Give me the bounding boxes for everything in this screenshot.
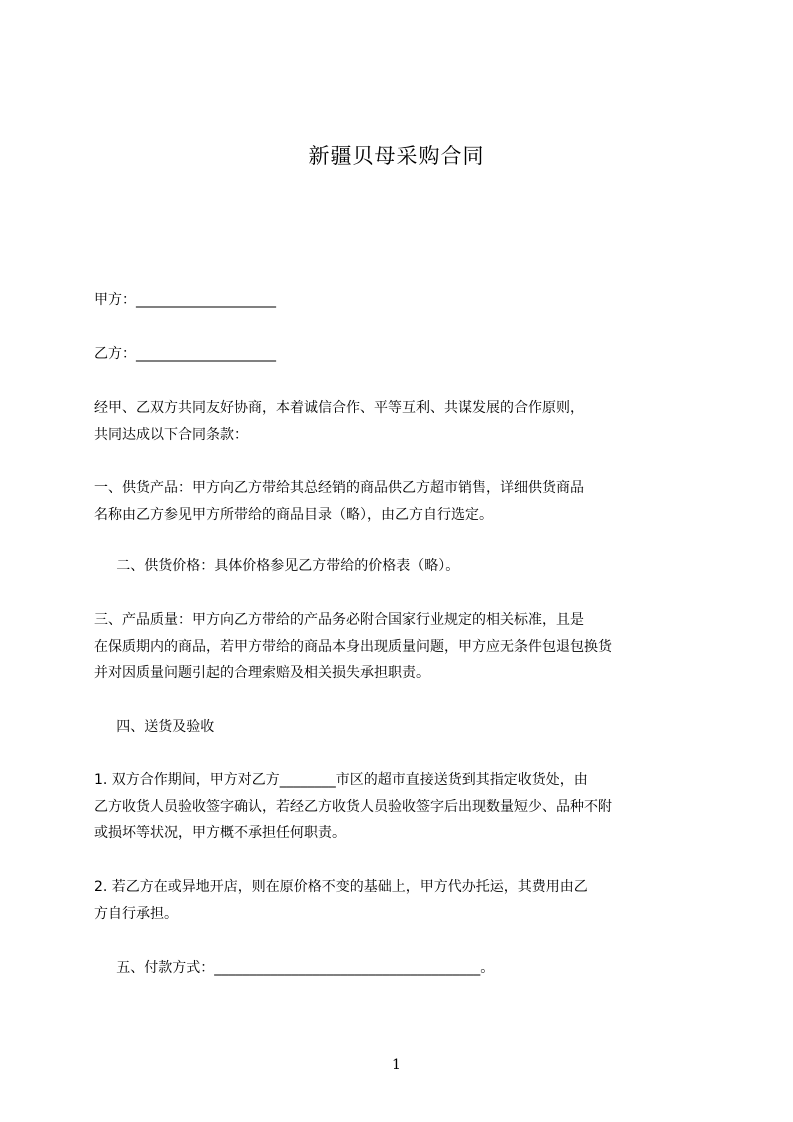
clause-2-paragraph: 二、供货价格：具体价格参见乙方带给的价格表（略）。 — [94, 558, 460, 574]
party-b-line: 乙方：____________________ — [94, 346, 276, 362]
clause-1-line-1: 一、供货产品：甲方向乙方带给其总经销的商品供乙方超市销售，详细供货商品 — [94, 480, 584, 496]
clause-4-item-1-line-3: 或损坏等状况，甲方概不承担任何职责。 — [94, 825, 346, 841]
intro-line-2: 共同达成以下合同条款： — [94, 426, 248, 443]
clause-4-item-2-line-2: 方自行承担。 — [94, 905, 178, 922]
document-title: 新疆贝母采购合同 — [308, 144, 485, 168]
clause-5-paragraph: 五、付款方式：______________________________________。 — [94, 960, 495, 976]
clause-4-item-2 — [94, 874, 701, 927]
intro-line-1: 经甲、乙双方共同友好协商，本着诚信合作、平等互利、共谋发展的合作原则， — [94, 400, 584, 416]
clause-1-line-2: 名称由乙方参见甲方所带给的商品目录（略），由乙方自行选定。 — [94, 506, 493, 523]
clause-3-line-2: 在保质期内的商品，若甲方带给的商品本身出现质量问题，甲方应无条件包退包换货 — [94, 638, 612, 655]
intro-paragraph — [94, 395, 701, 448]
clause-4-item-2-line-1: 2. 若乙方在或异地开店，则在原价格不变的基础上，甲方代办托运，其费用由乙 — [94, 879, 588, 895]
clause-4-item-1 — [94, 767, 701, 847]
clause-3-paragraph — [94, 607, 701, 687]
clause-1-paragraph — [94, 475, 701, 528]
clause-4-item-1-line-1: 1. 双方合作期间，甲方对乙方________市区的超市直接送货到其指定收货处，由 — [94, 772, 588, 788]
clause-4-heading: 四、送货及验收 — [94, 719, 215, 735]
clause-3-line-3: 并对因质量问题引起的合理索赔及相关损失承担职责。 — [94, 665, 430, 681]
page-number: 1 — [392, 1057, 401, 1073]
clause-3-line-1: 三、产品质量：甲方向乙方带给的产品务必附合国家行业规定的相关标准，且是 — [94, 612, 584, 628]
party-a-line: 甲方：____________________ — [94, 292, 276, 308]
clause-4-item-1-line-2: 乙方收货人员验收签字确认，若经乙方收货人员验收签字后出现数量短少、品种不附 — [94, 798, 612, 815]
